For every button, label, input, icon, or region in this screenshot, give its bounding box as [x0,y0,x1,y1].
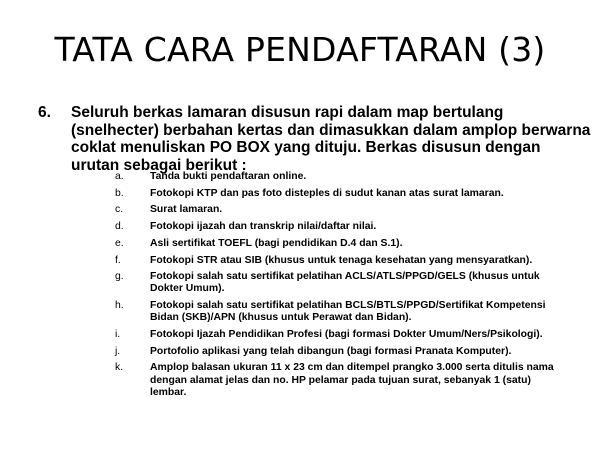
list-item-letter: d. [115,221,124,233]
list-item-text: Fotokopi Ijazah Pendidikan Profesi (bagi formasi Dokter Umum/Ners/Psikologi). [150,329,543,341]
list-item [115,362,565,399]
list-item-letter: c. [115,204,124,216]
slide-title: TATA CARA PENDAFTARAN (3) [54,30,546,69]
list-item-text: Fotokopi salah satu sertifikat pelatihan ACLS/ATLS/PPGD/GELS (khusus untuk Dokter Umum). [150,271,540,295]
list-item-text: Fotokopi ijazah dan transkrip nilai/daftar nilai. [150,221,377,233]
list-item-letter: a. [115,171,124,182]
list-item-letter: b. [115,187,124,199]
list-item [115,221,565,233]
list-item [115,271,565,295]
list-item-text: Portofolio aplikasi yang telah dibangun (bagi formasi Pranata Komputer). [150,345,512,357]
list-item-text: Fotokopi STR atau SIB (khusus untuk tenaga kesehatan yang mensyaratkan). [150,254,533,266]
list-item [115,300,565,324]
list-item [115,204,565,216]
list-item-text: Tanda bukti pendaftaran online. [150,171,307,182]
list-item [115,329,565,341]
list-item [115,238,565,250]
list-item [115,346,565,358]
list-item-letter: e. [115,237,124,249]
list-item-letter: k. [115,362,124,374]
list-item [115,255,565,267]
list-item-text: Amplop balasan ukuran 11 x 23 cm dan ditempel prangko 3.000 serta ditulis nama dengan alamat jelas dan no. HP pelamar pada tujuan surat, sebanyak 1 (satu) lembar. [150,362,554,398]
list-item-text: Surat lamaran. [150,204,223,216]
list-item-text: Fotokopi KTP dan pas foto disteples di sudut kanan atas surat lamaran. [150,187,504,199]
main-item-number: 6. [38,104,51,121]
list-item-letter: h. [115,300,124,312]
list-item [115,171,565,183]
main-item-text: Seluruh berkas lamaran disusun rapi dalam map bertulang (snelhecter) berbahan kertas dan dimasukkan dalam amplop berwarna coklat menuliskan PO BOX yang dituju. Berkas disusun dengan urutan sebagai berikut : [71,104,591,174]
list-item [115,188,565,200]
list-item-letter: j. [115,345,121,357]
list-item-text: Fotokopi salah satu sertifikat pelatihan BCLS/BTLS/PPGD/Sertifikat Kompetensi Bidan (SKB)/APN (khusus untuk Perawat dan Bidan). [150,300,546,324]
list-item-letter: f. [115,254,121,266]
document-checklist [115,171,565,404]
list-item-text: Asli sertifikat TOEFL (bagi pendidikan D.4 dan S.1). [150,237,403,249]
list-item-letter: i. [115,329,121,341]
list-item-letter: g. [115,271,124,283]
